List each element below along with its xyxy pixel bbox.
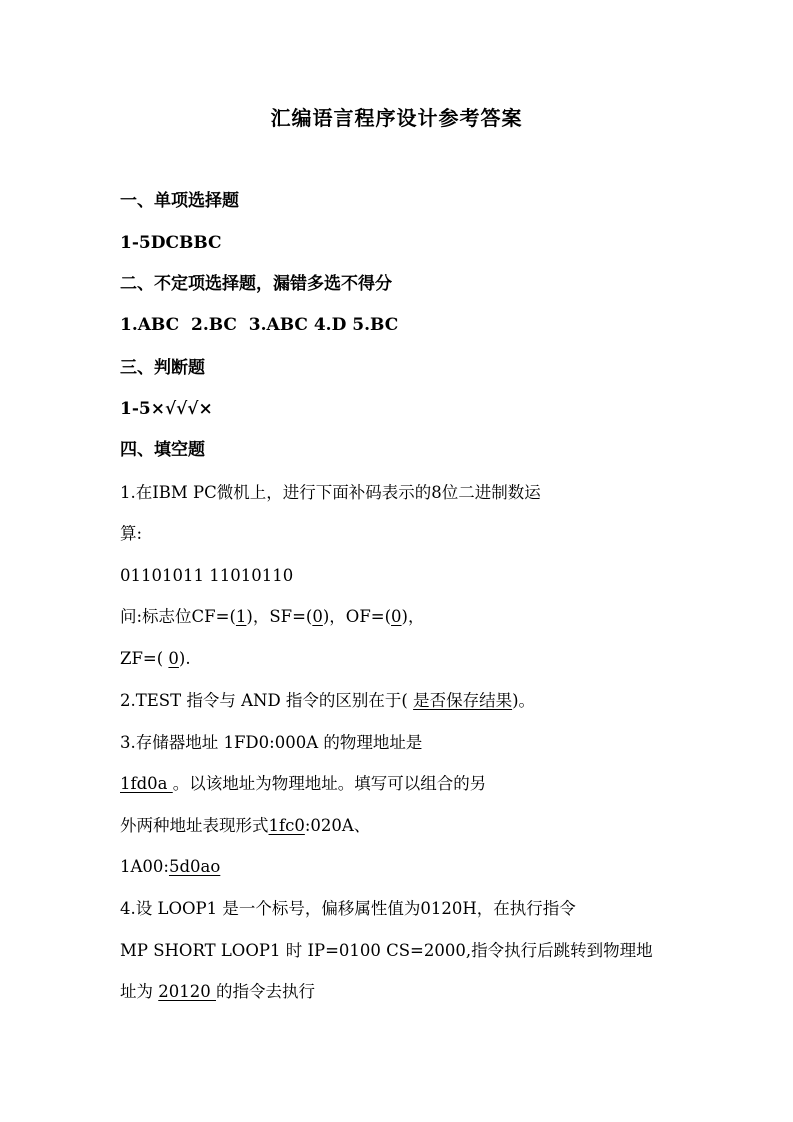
of-answer: 0 [391, 607, 402, 626]
q4-line3-text: 址为 [120, 982, 159, 1001]
sf-answer: 0 [312, 607, 323, 626]
q3-line3-text: 外两种地址表现形式 [120, 816, 269, 835]
cf-answer: 1 [235, 607, 247, 626]
q1-zf-line [120, 647, 191, 671]
document-title: 汇编语言程序设计参考答案 [270, 106, 523, 130]
section1-heading: 一、单项选择题 [120, 191, 239, 211]
q3-line4-text: 1A00: [120, 857, 169, 876]
section1-answer: 1-5DCBBC [120, 233, 222, 253]
q4-line3 [120, 980, 315, 1004]
q1-line4-end: )， [401, 607, 425, 626]
q3-line2-text: 。以该地址为物理地址。填写可以组合的另 [172, 774, 487, 793]
zf-answer: 0 [168, 649, 179, 668]
q4-line3-end: 的指令去执行 [215, 982, 315, 1001]
section2-answer: 1.ABC 2.BC 3.ABC 4.D 5.BC [120, 315, 399, 335]
q3-line3-end: :020A、 [304, 816, 371, 835]
q1-line1: 1.在IBM PC微机上，进行下面补码表示的8位二进制数运 [120, 483, 541, 502]
q3-line2 [120, 772, 486, 796]
q1-cf-label: 问:标志位CF=( [120, 607, 236, 626]
q1-line3: 01101011 11010110 [120, 566, 294, 585]
q3-line1: 3.存储器地址 1FD0:000A 的物理地址是 [120, 733, 423, 752]
q1-flags-line [120, 605, 424, 629]
section3-answer: 1-5×√√√× [120, 399, 213, 419]
q2-line [120, 689, 535, 713]
section3-heading: 三、判断题 [120, 358, 205, 378]
q4-answer: 20120 [158, 982, 216, 1001]
q2-text-end: )。 [512, 691, 536, 710]
q1-sf-label: )，SF=( [246, 607, 313, 626]
q3-line4 [120, 855, 220, 879]
q3-answer3: 5d0ao [168, 857, 221, 876]
q3-answer1: 1fd0a [120, 774, 173, 793]
section2-heading: 二、不定项选择题，漏错多选不得分 [120, 274, 392, 294]
section4-heading: 四、填空题 [120, 440, 205, 460]
q2-text: 2.TEST 指令与 AND 指令的区别在于( [120, 691, 414, 710]
q1-line5-end: ). [178, 649, 191, 668]
q1-zf-label: ZF=( [120, 649, 169, 668]
q4-line1: 4.设 LOOP1 是一个标号，偏移属性值为0120H，在执行指令 [120, 899, 576, 918]
q4-line2: MP SHORT LOOP1 时 IP=0100 CS=2000,指令执行后跳转到物理地 [120, 941, 653, 960]
q1-of-label: )，OF=( [322, 607, 392, 626]
q3-answer2: 1fc0 [268, 816, 305, 835]
q2-answer: 是否保存结果 [413, 691, 513, 710]
q1-line2: 算: [120, 524, 143, 543]
q3-line3 [120, 814, 370, 838]
